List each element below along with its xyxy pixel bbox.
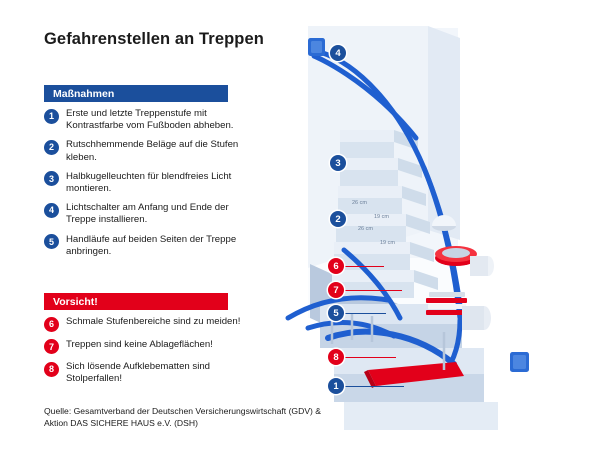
illustration-marker-5[interactable]: 5: [328, 305, 344, 321]
warnings-list: [44, 316, 249, 392]
item-text: Lichtschalter am Anfang und Ende der Treppe installieren.: [66, 202, 229, 226]
item-text: Handläufe auf beiden Seiten der Treppe anbringen.: [66, 233, 237, 257]
rolled-carpet: [470, 256, 494, 276]
leader-line-8: [342, 357, 396, 358]
item-number: 2: [44, 140, 59, 155]
light-switch-bottom: [510, 352, 529, 372]
svg-text:19 cm: 19 cm: [374, 214, 389, 220]
item-number: 3: [44, 171, 59, 186]
section-header-warnings: Vorsicht!: [44, 293, 228, 310]
item-number: 8: [44, 362, 59, 377]
list-item: [44, 202, 249, 226]
item-number: 7: [44, 339, 59, 354]
section-header-measures: Maßnahmen: [44, 85, 228, 102]
page-title: Gefahrenstellen an Treppen: [44, 30, 264, 48]
item-number: 6: [44, 317, 59, 332]
item-number: 1: [44, 109, 59, 124]
item-number: 5: [44, 234, 59, 249]
stairs-illustration: [248, 18, 586, 438]
item-text: Rutschhemmende Beläge auf die Stufen kleben.: [66, 139, 239, 163]
illustration-marker-6[interactable]: 6: [328, 258, 344, 274]
illustration-marker-8[interactable]: 8: [328, 349, 344, 365]
rolled-mat: [462, 306, 491, 330]
list-item: [44, 108, 249, 132]
illustration-marker-1[interactable]: 1: [328, 378, 344, 394]
source-note: Quelle: Gesamtverband der Deutschen Versicherungswirtschaft (GDV) & Aktion DAS SICHERE HAUS e.V. (DSH): [44, 406, 322, 428]
item-text: Sich lösende Aufklebematten sind Stolperfallen!: [66, 361, 210, 385]
leader-line-5: [342, 313, 386, 314]
measures-list: [44, 108, 249, 265]
item-text: Erste und letzte Treppenstufe mit Kontrastfarbe vom Fußboden abheben.: [66, 108, 234, 132]
list-item: [44, 234, 249, 258]
leader-line-6: [342, 266, 384, 267]
light-switch-top: [308, 38, 325, 56]
illustration-marker-3[interactable]: 3: [330, 155, 346, 171]
leader-line-7: [342, 290, 402, 291]
list-item: [44, 139, 249, 163]
list-item: [44, 171, 249, 195]
svg-text:26 cm: 26 cm: [352, 200, 367, 206]
item-text: Treppen sind keine Ablageflächen!: [66, 338, 213, 350]
illustration-marker-2[interactable]: 2: [330, 211, 346, 227]
list-item: [44, 361, 249, 385]
item-text: Halbkugelleuchten für blendfreies Licht montieren.: [66, 170, 232, 195]
list-item: [44, 339, 249, 355]
leader-line-1: [342, 386, 404, 387]
list-item: [44, 316, 249, 332]
item-number: 4: [44, 203, 59, 218]
item-text: Schmale Stufenbereiche sind zu meiden!: [66, 316, 241, 327]
illustration-marker-7[interactable]: 7: [328, 282, 344, 298]
svg-text:19 cm: 19 cm: [380, 240, 395, 246]
svg-text:26 cm: 26 cm: [358, 226, 373, 232]
illustration-marker-4[interactable]: 4: [330, 45, 346, 61]
